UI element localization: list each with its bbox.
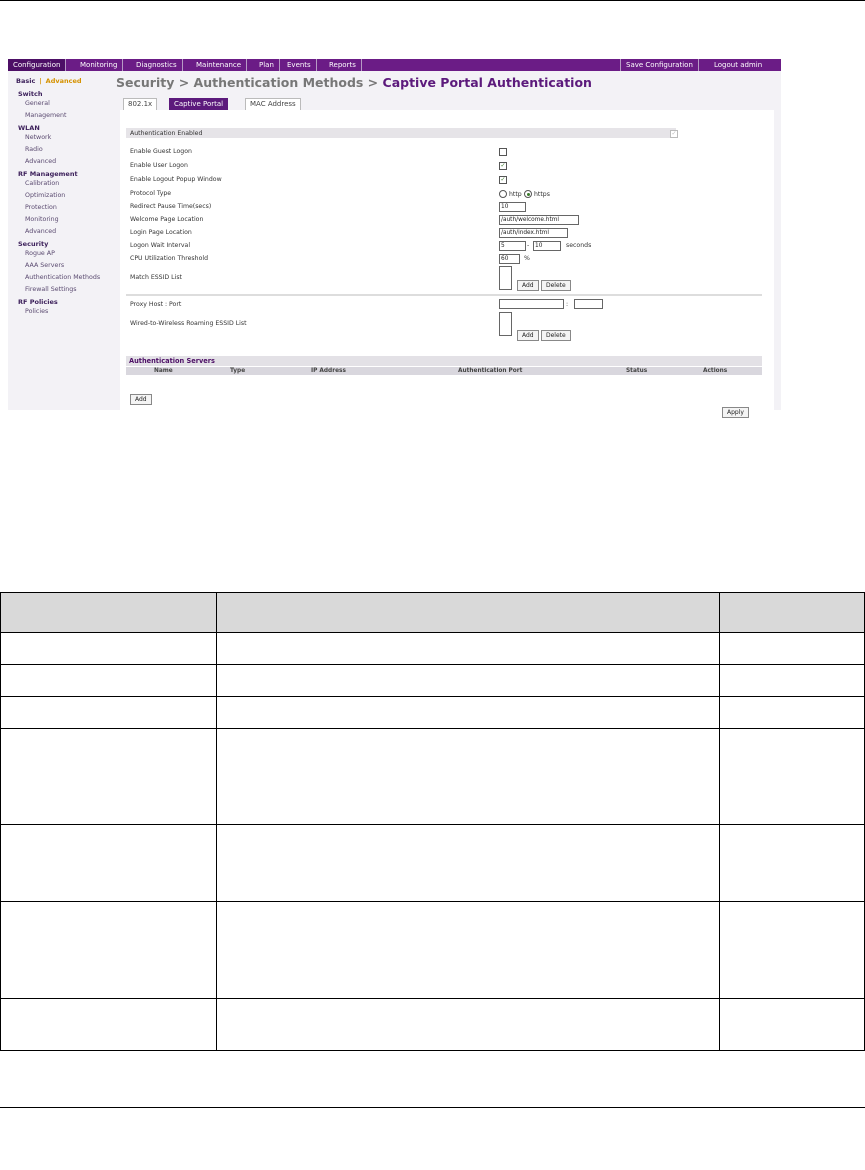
table-cell [216, 633, 719, 665]
tab-mac-address[interactable]: MAC Address [245, 98, 301, 111]
guest-logon-label: Enable Guest Logon [130, 148, 192, 155]
sidebar-section-switch: Switch [18, 90, 43, 98]
table-cell [1, 697, 217, 729]
sidebar-item-firewall-settings[interactable]: Firewall Settings [25, 286, 77, 293]
bottom-rule [0, 1107, 865, 1108]
sidebar-item-monitoring[interactable]: Monitoring [25, 216, 59, 223]
table-cell [1, 633, 217, 665]
table-cell [216, 825, 719, 902]
user-logon-checkbox[interactable]: ✓ [500, 162, 506, 169]
captive-portal-panel [120, 110, 774, 416]
nav-configuration[interactable]: Configuration [8, 59, 66, 71]
col-status: Status [626, 368, 648, 374]
logon-wait-max-input[interactable]: 10 [533, 241, 561, 251]
table-row [1, 633, 865, 665]
table-row [1, 665, 865, 697]
table-cell [720, 665, 865, 697]
screenshot-figure [8, 59, 781, 416]
table-header-cell [216, 593, 719, 633]
proxy-host-input[interactable] [499, 299, 564, 309]
table-header-cell [720, 593, 865, 633]
match-essid-label: Match ESSID List [130, 274, 182, 281]
table-row [1, 825, 865, 902]
sidebar-item-radio[interactable]: Radio [25, 146, 43, 153]
table-cell [1, 902, 217, 999]
sidebar-item-network[interactable]: Network [25, 134, 52, 141]
sidebar-item-general[interactable]: General [25, 100, 50, 107]
sidebar-item-aaa-servers[interactable]: AAA Servers [25, 262, 65, 269]
sidebar-section-rf-policies: RF Policies [18, 298, 58, 306]
basic-tab[interactable]: Basic [16, 77, 36, 85]
nav-events[interactable]: Events [282, 59, 317, 71]
table-row [1, 697, 865, 729]
parameter-table [0, 592, 865, 1051]
table-cell [1, 729, 217, 825]
sidebar-item-rf-advanced[interactable]: Advanced [25, 228, 57, 235]
http-radio[interactable] [499, 190, 507, 198]
auth-servers-add-button[interactable]: Add [130, 394, 152, 405]
wired-roaming-add-button[interactable]: Add [517, 330, 539, 341]
welcome-page-input[interactable]: /auth/welcome.html [499, 215, 579, 225]
table-cell [216, 697, 719, 729]
sidebar-mode-tabs [16, 77, 82, 85]
table-cell [216, 999, 719, 1051]
logout-popup-label: Enable Logout Popup Window [130, 176, 222, 183]
wired-roaming-list[interactable] [499, 312, 512, 336]
page-title [116, 75, 592, 90]
logon-wait-label: Logon Wait Interval [130, 242, 191, 249]
table-cell [720, 902, 865, 999]
guest-logon-checkbox[interactable] [499, 148, 507, 156]
nav-reports[interactable]: Reports [324, 59, 362, 71]
nav-plan[interactable]: Plan [254, 59, 280, 71]
logout-popup-checkbox[interactable]: ✓ [500, 176, 506, 183]
table-cell [216, 665, 719, 697]
page-title-current: Captive Portal Authentication [382, 75, 592, 90]
wired-roaming-delete-button[interactable]: Delete [541, 330, 571, 341]
proxy-port-input[interactable] [574, 299, 603, 309]
auth-servers-section-title: Authentication Servers [126, 356, 762, 366]
apply-button[interactable]: Apply [722, 407, 749, 418]
col-actions: Actions [703, 368, 728, 374]
table-cell [720, 825, 865, 902]
table-cell [1, 999, 217, 1051]
logon-wait-dash: - [527, 242, 530, 249]
col-name: Name [154, 368, 173, 374]
table-cell [720, 729, 865, 825]
table-cell [720, 697, 865, 729]
login-page-input[interactable]: /auth/index.html [499, 228, 568, 238]
auth-enabled-row [126, 128, 676, 138]
table-cell [720, 633, 865, 665]
advanced-tab[interactable]: Advanced [45, 77, 82, 85]
auth-servers-column-header [126, 367, 762, 375]
proxy-colon: : [566, 301, 569, 308]
table-cell [1, 825, 217, 902]
top-nav [8, 59, 781, 71]
table-cell [216, 902, 719, 999]
table-row [1, 902, 865, 999]
sidebar-section-security: Security [18, 240, 49, 248]
top-rule [0, 0, 865, 1]
table-row [1, 729, 865, 825]
login-page-label: Login Page Location [130, 229, 192, 236]
welcome-page-label: Welcome Page Location [130, 216, 204, 223]
redirect-pause-label: Redirect Pause Time(secs) [130, 203, 212, 210]
redirect-pause-input[interactable]: 10 [499, 202, 526, 212]
auth-enabled-checkbox[interactable]: ✓ [671, 130, 677, 137]
table-cell [1, 665, 217, 697]
sidebar-item-protection[interactable]: Protection [25, 204, 57, 211]
sidebar-section-rf-management: RF Management [18, 170, 78, 178]
save-configuration-button[interactable]: Save Configuration [620, 59, 699, 71]
col-authentication-port: Authentication Port [458, 368, 523, 374]
table-row [1, 999, 865, 1051]
col-type: Type [230, 368, 246, 374]
table-header-cell [1, 593, 217, 633]
logout-button[interactable]: Logout admin [714, 61, 763, 69]
match-essid-delete-button[interactable]: Delete [541, 280, 571, 291]
sidebar-item-management[interactable]: Management [25, 112, 67, 119]
tab-8021x[interactable]: 802.1x [123, 98, 157, 111]
sidebar-item-calibration[interactable]: Calibration [25, 180, 60, 187]
proxy-divider [126, 294, 762, 296]
sidebar-item-policies[interactable]: Policies [25, 308, 49, 315]
sidebar-item-authentication-methods[interactable]: Authentication Methods [25, 274, 101, 281]
logon-wait-min-input[interactable]: 5 [499, 241, 526, 251]
sidebar-item-rogue-ap[interactable]: Rogue AP [25, 250, 55, 257]
table-header-row [1, 593, 865, 633]
logon-wait-unit: seconds [566, 242, 592, 249]
match-essid-add-button[interactable]: Add [517, 280, 539, 291]
sidebar [8, 71, 108, 410]
nav-diagnostics[interactable]: Diagnostics [131, 59, 183, 71]
cpu-threshold-unit: % [524, 255, 530, 262]
auth-enabled-label: Authentication Enabled [130, 130, 203, 137]
https-radio-label: https [534, 191, 550, 198]
nav-monitoring[interactable]: Monitoring [75, 59, 123, 71]
table-cell [720, 999, 865, 1051]
match-essid-list[interactable] [499, 266, 512, 290]
cpu-threshold-label: CPU Utilization Threshold [130, 255, 209, 262]
tab-captive-portal[interactable]: Captive Portal [169, 98, 228, 111]
sidebar-item-advanced[interactable]: Advanced [25, 158, 57, 165]
wired-roaming-label: Wired-to-Wireless Roaming ESSID List [130, 320, 247, 327]
https-radio[interactable] [524, 190, 532, 198]
sidebar-section-wlan: WLAN [18, 124, 40, 132]
http-radio-label: http [509, 191, 522, 198]
user-logon-label: Enable User Logon [130, 162, 188, 169]
tab-separator: | [39, 77, 42, 85]
nav-maintenance[interactable]: Maintenance [191, 59, 247, 71]
breadcrumb: Security > Authentication Methods > [116, 75, 383, 90]
col-ip-address: IP Address [311, 368, 346, 374]
proxy-host-label: Proxy Host : Port [130, 301, 182, 308]
table-cell [216, 729, 719, 825]
cpu-threshold-input[interactable]: 60 [499, 254, 520, 264]
sidebar-item-optimization[interactable]: Optimization [25, 192, 66, 199]
protocol-type-label: Protocol Type [130, 190, 172, 197]
